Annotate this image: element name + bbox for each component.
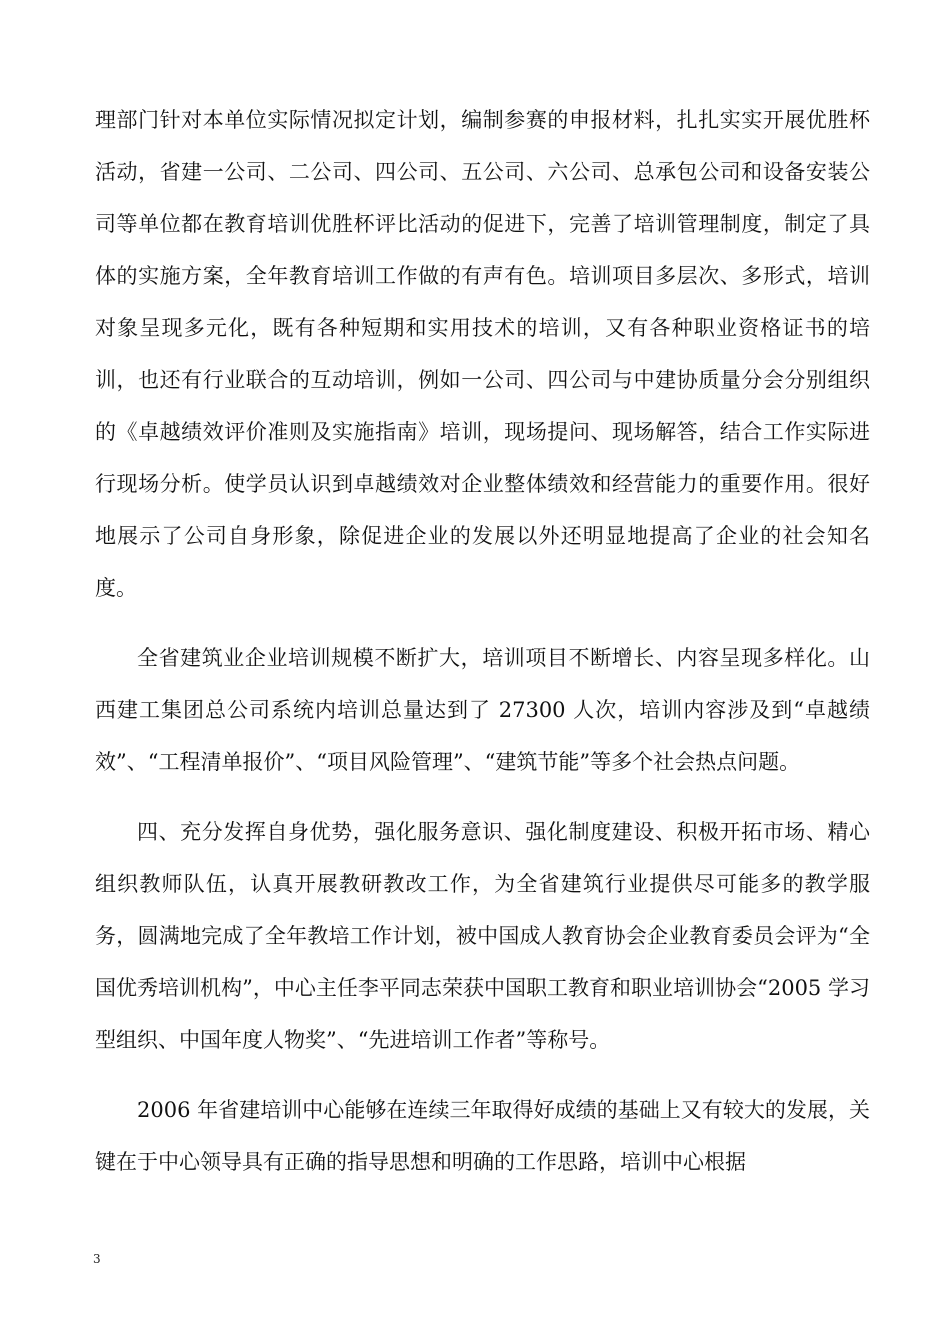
- paragraph-4: 2006 年省建培训中心能够在连续三年取得好成绩的基础上又有较大的发展，关键在于中心领导具有正确的指导思想和明确的工作思路，培训中心根据: [95, 1098, 870, 1174]
- paragraph-gap: [95, 1066, 870, 1084]
- paragraph-gap: [95, 614, 870, 632]
- paragraph-gap: [95, 788, 870, 806]
- paragraph-3: 四、充分发挥自身优势，强化服务意识、强化制度建设、积极开拓市场、精心组织教师队伍，认真开展教研教改工作，为全省建筑行业提供尽可能多的教学服务，圆满地完成了全年教培工作计划，被中国成人教育协会企业教育委员会评为“全国优秀培训机构”，中心主任李平同志荣获中国职工教育和职业培训协会“2005 学习型组织、中国年度人物奖”、“先进培训工作者”等称号。: [95, 820, 870, 1052]
- body-text: [95, 94, 870, 1188]
- page-number: 3: [93, 1252, 101, 1266]
- paragraph-1: 理部门针对本单位实际情况拟定计划，编制参赛的申报材料，扎扎实实开展优胜杯活动，省建一公司、二公司、四公司、五公司、六公司、总承包公司和设备安装公司等单位都在教育培训优胜杯评比活动的促进下，完善了培训管理制度，制定了具体的实施方案，全年教育培训工作做的有声有色。培训项目多层次、多形式，培训对象呈现多元化，既有各种短期和实用技术的培训，又有各种职业资格证书的培训，也还有行业联合的互动培训，例如一公司、四公司与中建协质量分会分别组织的《卓越绩效评价准则及实施指南》培训，现场提问、现场解答，结合工作实际进行现场分析。使学员认识到卓越绩效对企业整体绩效和经营能力的重要作用。很好地展示了公司自身形象，除促进企业的发展以外还明显地提高了企业的社会知名度。: [95, 108, 870, 600]
- paragraph-2: 全省建筑业企业培训规模不断扩大，培训项目不断增长、内容呈现多样化。山西建工集团总公司系统内培训总量达到了 27300 人次，培训内容涉及到“卓越绩效”、“工程清单报价”、“项目风险管理”、“建筑节能”等多个社会热点问题。: [95, 646, 870, 774]
